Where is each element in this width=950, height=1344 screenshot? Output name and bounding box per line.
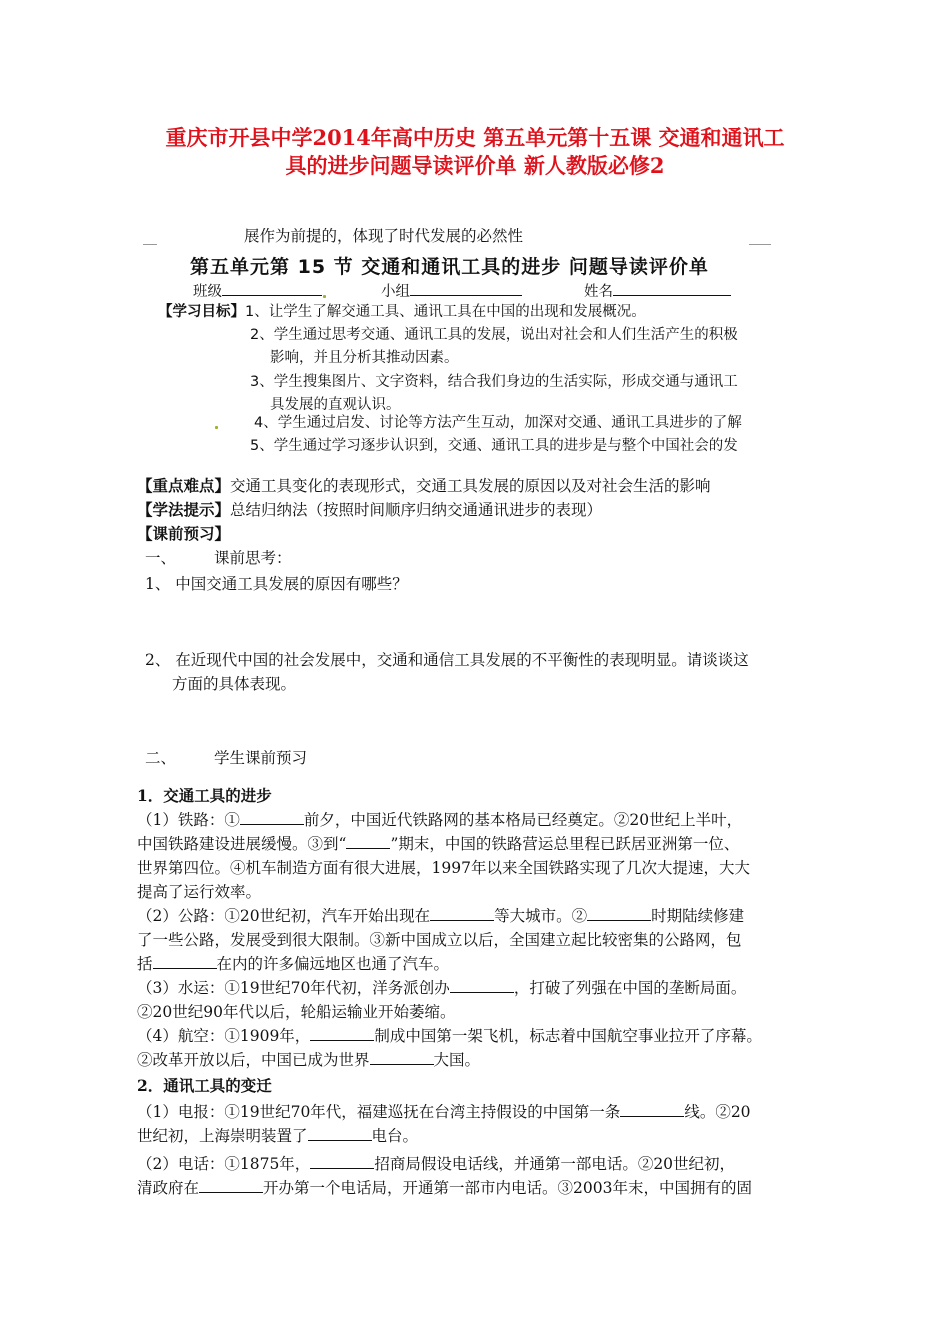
part2-title: 学生课前预习 xyxy=(214,749,308,767)
text-segment: （3）水运：①19世纪70年代初，洋务派创办 xyxy=(137,979,450,997)
question-1: 1、 中国交通工具发展的原因有哪些？ xyxy=(145,575,408,593)
divider-left xyxy=(143,244,157,245)
objective-3: 3、学生搜集图片、文字资料，结合我们身边的生活实际，形成交通与通讯工 xyxy=(250,374,738,390)
name-blank[interactable] xyxy=(613,281,731,296)
rail-line-3: 世界第四位。④机车制造方面有很大进展，1997年以来全国铁路实现了几次大提速，大大 xyxy=(137,859,750,877)
objective-3-cont: 具发展的直观认识。 xyxy=(270,397,401,413)
text-segment: ，打破了列强在中国的垄断局面。 xyxy=(513,979,747,997)
text-segment: （2）电话：①1875年， xyxy=(137,1155,311,1173)
class-label: 班级 xyxy=(193,284,222,300)
text-segment: （1）铁路：① xyxy=(137,811,240,829)
class-blank[interactable] xyxy=(222,281,322,296)
water-line-1 xyxy=(137,976,746,1000)
text-segment: 招商局假设电话线，并通第一部电话。②20世纪初， xyxy=(374,1155,736,1173)
text-segment: 在内的许多偏远地区也通了汽车。 xyxy=(216,955,450,973)
blank-air-2[interactable] xyxy=(370,1050,434,1065)
scan-speck-2 xyxy=(323,295,326,298)
phone-line-2 xyxy=(137,1176,752,1200)
document-title xyxy=(0,124,950,180)
title-line-2: 具的进步问题导读评价单 新人教版必修2 xyxy=(285,153,665,178)
key-points-label: 【重点难点】 xyxy=(137,476,231,495)
blank-telegraph-2[interactable] xyxy=(308,1126,372,1141)
part1-title: 课前思考： xyxy=(214,549,292,567)
objective-5: 5、学生通过学习逐步认识到，交通、通讯工具的进步是与整个中国社会的发 xyxy=(250,438,738,454)
part1-heading xyxy=(145,546,292,570)
group-blank[interactable] xyxy=(410,281,522,296)
method-hint xyxy=(137,498,602,522)
text-segment: 世纪初，上海崇明装置了 xyxy=(137,1127,308,1145)
title-line-1: 重庆市开县中学2014年高中历史 第五单元第十五课 交通和通讯工 xyxy=(165,125,785,150)
blank-road-1[interactable] xyxy=(430,906,494,921)
blank-telegraph-1[interactable] xyxy=(620,1102,684,1117)
question-2: 2、 在近现代中国的社会发展中，交通和通信工具发展的不平衡性的表现明显。请谈谈这 xyxy=(145,651,749,669)
text-segment: （4）航空：①1909年， xyxy=(137,1027,311,1045)
blank-road-2[interactable] xyxy=(587,906,651,921)
worksheet-header: 第五单元第 15 节 交通和通讯工具的进步 问题导读评价单 xyxy=(190,256,709,278)
scan-top-fragment: 展作为前提的，体现了时代发展的必然性 xyxy=(244,227,524,245)
blank-water-1[interactable] xyxy=(450,978,514,993)
blank-phone-2[interactable] xyxy=(199,1178,263,1193)
key-points xyxy=(137,474,711,498)
divider-right xyxy=(749,244,771,245)
air-line-1 xyxy=(137,1024,762,1048)
blank-air-1[interactable] xyxy=(310,1026,374,1041)
text-segment: 中国铁路建设进展缓慢。③到“ xyxy=(137,835,347,853)
rail-line-4: 提高了运行效率。 xyxy=(137,883,262,901)
blank-rail-1[interactable] xyxy=(240,810,304,825)
section2-heading: 2．通讯工具的变迁 xyxy=(137,1076,272,1095)
objective-1: 1、让学生了解交通工具、通讯工具在中国的出现和发展概况。 xyxy=(245,304,646,320)
objectives-block xyxy=(158,300,646,324)
text-segment: 清政府在 xyxy=(137,1179,200,1197)
preview-label: 【课前预习】 xyxy=(137,524,231,543)
air-line-2 xyxy=(137,1048,480,1072)
rail-line-2 xyxy=(137,832,739,856)
blank-phone-1[interactable] xyxy=(310,1154,374,1169)
part2-heading xyxy=(145,746,307,770)
text-segment: （2）公路：①20世纪初，汽车开始出现在 xyxy=(137,907,431,925)
text-segment: 大国。 xyxy=(433,1051,481,1069)
text-segment: 时期陆续修建 xyxy=(651,907,745,925)
name-label: 姓名 xyxy=(584,284,613,300)
blank-road-3[interactable] xyxy=(153,954,217,969)
objective-4: 4、学生通过启发、讨论等方法产生互动，加深对交通、通讯工具进步的了解 xyxy=(254,415,742,431)
text-segment: 制成中国第一架飞机，标志着中国航空事业拉开了序幕。 xyxy=(374,1027,762,1045)
text-segment: ”期末，中国的铁路营运总里程已跃居亚洲第一位、 xyxy=(390,835,740,853)
part2-num: 二、 xyxy=(145,749,177,767)
method-label: 【学法提示】 xyxy=(137,500,231,519)
question-2-cont: 方面的具体表现。 xyxy=(172,675,297,693)
phone-line-1 xyxy=(137,1152,735,1176)
water-line-2: ②20世纪90年代以后，轮船运输业开始萎缩。 xyxy=(137,1003,456,1021)
text-segment: （1）电报：①19世纪70年代，福建巡抚在台湾主持假设的中国第一条 xyxy=(137,1103,621,1121)
text-segment: 前夕，中国近代铁路网的基本格局已经奠定。②20世纪上半叶， xyxy=(303,811,743,829)
text-segment: 线。②20 xyxy=(684,1103,751,1121)
text-segment: 等大城市。② xyxy=(494,907,588,925)
text-segment: 括 xyxy=(137,955,153,973)
method-text: 总结归纳法（按照时间顺序归纳交通通讯进步的表现） xyxy=(230,501,603,519)
telegraph-line-2 xyxy=(137,1124,418,1148)
telegraph-line-1 xyxy=(137,1100,751,1124)
group-label: 小组 xyxy=(381,284,410,300)
road-line-3 xyxy=(137,952,449,976)
part1-num: 一、 xyxy=(145,549,177,567)
text-segment: ②改革开放以后，中国已成为世界 xyxy=(137,1051,370,1069)
key-points-text: 交通工具变化的表现形式，交通工具发展的原因以及对社会生活的影响 xyxy=(230,477,711,495)
text-segment: 开办第一个电话局，开通第一部市内电话。③2003年末，中国拥有的固 xyxy=(263,1179,752,1197)
road-line-2: 了一些公路，发展受到很大限制。③新中国成立以后，全国建立起比较密集的公路网，包 xyxy=(137,931,742,949)
road-line-1 xyxy=(137,904,744,928)
section1-heading: 1．交通工具的进步 xyxy=(137,786,272,805)
objective-2: 2、学生通过思考交通、通讯工具的发展，说出对社会和人们生活产生的积极 xyxy=(250,327,738,343)
objectives-label: 【学习目标】 xyxy=(158,304,245,320)
rail-line-1 xyxy=(137,808,742,832)
scan-speck-1 xyxy=(215,426,218,429)
blank-rail-2[interactable] xyxy=(346,834,390,849)
objective-2-cont: 影响，并且分析其推动因素。 xyxy=(270,350,459,366)
text-segment: 电台。 xyxy=(371,1127,419,1145)
